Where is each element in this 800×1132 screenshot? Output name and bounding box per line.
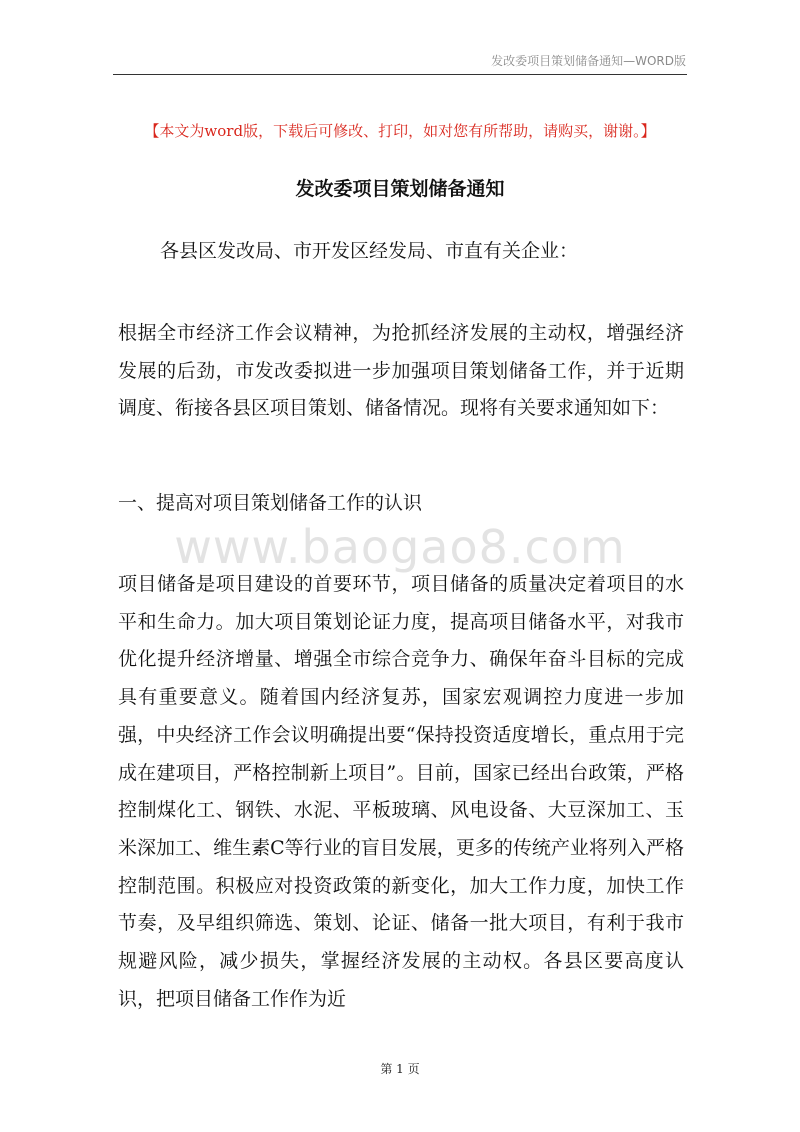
body-paragraph-1: 根据全市经济工作会议精神，为抢抓经济发展的主动权，增强经济发展的后劲，市发改委拟进一步加强项目策划储备工作，并于近期调度、衔接各县区项目策划、储备情况。现将有关要求通知如下： — [118, 322, 684, 420]
running-header: 发改委项目策划储备通知—WORD版 — [491, 54, 686, 68]
section-heading-1: 一、提高对项目策划储备工作的认识 — [118, 492, 423, 514]
header-divider — [113, 74, 687, 75]
watermark: www.baogao8.com — [174, 520, 626, 574]
document-title: 发改委项目策划储备通知 — [295, 178, 505, 200]
page-number: 第 1 页 — [380, 1062, 420, 1076]
download-notice: 【本文为word版，下载后可修改、打印，如对您有所帮助，请购买，谢谢。】 — [144, 122, 656, 140]
salutation: 各县区发改局、市开发区经发局、市直有关企业： — [160, 240, 579, 262]
body-paragraph-2: 项目储备是项目建设的首要环节，项目储备的质量决定着项目的水平和生命力。加大项目策划论证力度，提高项目储备水平，对我市优化提升经济增量、增强全市综合竞争力、确保年奋斗目标的完成具有重要意义。随着国内经济复苏，国家宏观调控力度进一步加强，中央经济工作会议明确提出要“保持投资适度增长，重点用于完成在建项目，严格控制新上项目”。目前，国家已经出台政策，严格控制煤化工、钢铁、水泥、平板玻璃、风电设备、大豆深加工、玉米深加工、维生素C等行业的盲目发展，更多的传统产业将列入严格控制范围。积极应对投资政策的新变化，加大工作力度，加快工作节奏，及早组织筛选、策划、论证、储备一批大项目，有利于我市规避风险，减少损失，掌握经济发展的主动权。各县区要高度认识，把项目储备工作作为近 — [118, 573, 684, 1010]
